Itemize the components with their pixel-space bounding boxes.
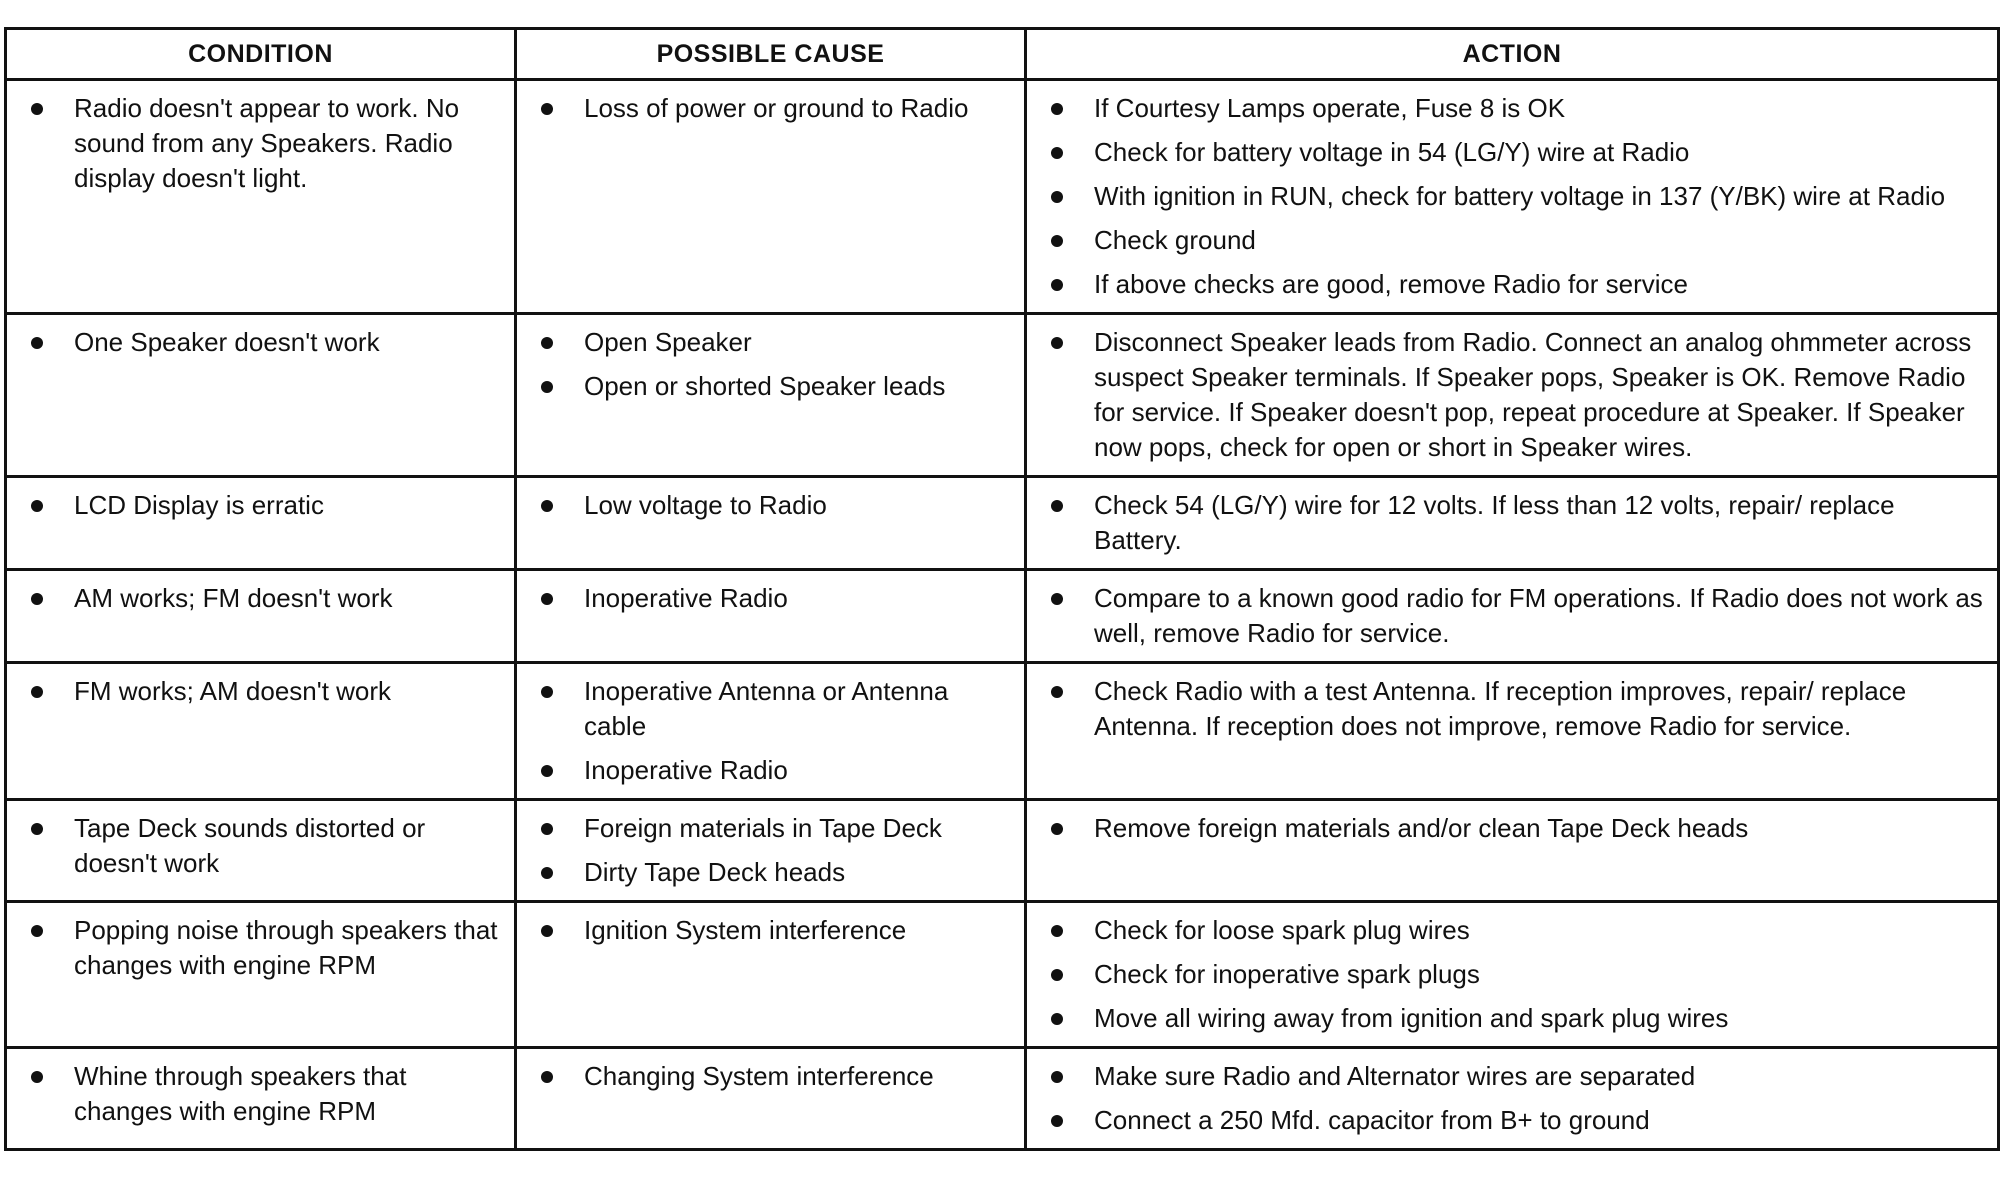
- list-item: [29, 674, 500, 709]
- possible-cause-text: Open or shorted Speaker leads: [584, 371, 946, 401]
- bullet-icon: [541, 867, 553, 879]
- action-list: [1049, 1059, 1983, 1138]
- condition-cell: [6, 80, 516, 314]
- action-list: [1049, 488, 1983, 558]
- possible-cause-text: Loss of power or ground to Radio: [584, 93, 969, 123]
- possible-cause-list: [539, 325, 1010, 404]
- header-possible-cause: POSSIBLE CAUSE: [516, 29, 1026, 80]
- table-row: [6, 800, 1999, 902]
- list-item: [539, 674, 1010, 744]
- table-body: [6, 80, 1999, 1150]
- list-item: [1049, 581, 1983, 651]
- bullet-icon: [31, 337, 43, 349]
- bullet-icon: [1051, 593, 1063, 605]
- diagnosis-table-container: [4, 27, 1997, 1151]
- possible-cause-text: Ignition System interference: [584, 915, 907, 945]
- bullet-icon: [1051, 147, 1063, 159]
- bullet-icon: [541, 381, 553, 393]
- action-text: Disconnect Speaker leads from Radio. Connect an analog ohmmeter across suspect Speaker terminals. If Speaker pops, Speaker is OK. Remove Radio for service. If Speaker doesn't pop, repeat procedure at Speaker. If Speaker now pops, check for open or short in Speaker wires.: [1094, 327, 1972, 462]
- condition-cell: [6, 570, 516, 663]
- table-row: [6, 1048, 1999, 1150]
- possible-cause-list: [539, 581, 1010, 616]
- bullet-icon: [541, 765, 553, 777]
- list-item: [1049, 1001, 1983, 1036]
- bullet-icon: [541, 925, 553, 937]
- action-list: [1049, 581, 1983, 651]
- list-item: [539, 369, 1010, 404]
- bullet-icon: [541, 823, 553, 835]
- list-item: [539, 753, 1010, 788]
- list-item: [29, 91, 500, 196]
- action-list: [1049, 91, 1983, 302]
- bullet-icon: [1051, 925, 1063, 937]
- list-item: [539, 581, 1010, 616]
- condition-cell: [6, 477, 516, 570]
- bullet-icon: [1051, 191, 1063, 203]
- list-item: [539, 488, 1010, 523]
- possible-cause-text: Foreign materials in Tape Deck: [584, 813, 942, 843]
- bullet-icon: [541, 686, 553, 698]
- bullet-icon: [1051, 235, 1063, 247]
- list-item: [29, 913, 500, 983]
- possible-cause-list: [539, 1059, 1010, 1094]
- condition-text: Radio doesn't appear to work. No sound from any Speakers. Radio display doesn't light.: [74, 93, 460, 193]
- list-item: [539, 91, 1010, 126]
- list-item: [1049, 488, 1983, 558]
- bullet-icon: [31, 593, 43, 605]
- bullet-icon: [541, 500, 553, 512]
- condition-list: [29, 581, 500, 616]
- possible-cause-text: Inoperative Radio: [584, 755, 788, 785]
- header-action: ACTION: [1026, 29, 1999, 80]
- action-cell: [1026, 663, 1999, 800]
- bullet-icon: [1051, 1013, 1063, 1025]
- condition-list: [29, 488, 500, 523]
- list-item: [29, 1059, 500, 1129]
- bullet-icon: [1051, 969, 1063, 981]
- condition-cell: [6, 1048, 516, 1150]
- action-cell: [1026, 477, 1999, 570]
- bullet-icon: [541, 1071, 553, 1083]
- bullet-icon: [1051, 1115, 1063, 1127]
- action-text: Move all wiring away from ignition and spark plug wires: [1094, 1003, 1729, 1033]
- list-item: [1049, 135, 1983, 170]
- list-item: [539, 913, 1010, 948]
- list-item: [29, 811, 500, 881]
- bullet-icon: [541, 593, 553, 605]
- possible-cause-list: [539, 91, 1010, 126]
- list-item: [539, 325, 1010, 360]
- condition-list: [29, 1059, 500, 1129]
- possible-cause-cell: [516, 570, 1026, 663]
- condition-text: Popping noise through speakers that changes with engine RPM: [74, 915, 498, 980]
- possible-cause-text: Changing System interference: [584, 1061, 934, 1091]
- bullet-icon: [1051, 500, 1063, 512]
- bullet-icon: [1051, 686, 1063, 698]
- possible-cause-text: Open Speaker: [584, 327, 752, 357]
- condition-list: [29, 811, 500, 881]
- possible-cause-text: Low voltage to Radio: [584, 490, 827, 520]
- possible-cause-cell: [516, 902, 1026, 1048]
- action-cell: [1026, 800, 1999, 902]
- table-row: [6, 314, 1999, 477]
- action-text: With ignition in RUN, check for battery voltage in 137 (Y/BK) wire at Radio: [1094, 181, 1946, 211]
- condition-text: Whine through speakers that changes with engine RPM: [74, 1061, 407, 1126]
- list-item: [539, 1059, 1010, 1094]
- possible-cause-text: Inoperative Antenna or Antenna cable: [584, 676, 949, 741]
- condition-list: [29, 913, 500, 983]
- possible-cause-cell: [516, 314, 1026, 477]
- possible-cause-text: Inoperative Radio: [584, 583, 788, 613]
- bullet-icon: [31, 1071, 43, 1083]
- list-item: [1049, 179, 1983, 214]
- action-text: Check ground: [1094, 225, 1256, 255]
- condition-text: Tape Deck sounds distorted or doesn't work: [74, 813, 426, 878]
- possible-cause-cell: [516, 477, 1026, 570]
- bullet-icon: [1051, 337, 1063, 349]
- radio-diagnosis-table: [4, 27, 2000, 1151]
- possible-cause-cell: [516, 80, 1026, 314]
- list-item: [539, 811, 1010, 846]
- condition-text: AM works; FM doesn't work: [74, 583, 393, 613]
- list-item: [1049, 91, 1983, 126]
- condition-cell: [6, 314, 516, 477]
- list-item: [1049, 913, 1983, 948]
- table-row: [6, 80, 1999, 314]
- possible-cause-list: [539, 674, 1010, 788]
- action-text: Check for loose spark plug wires: [1094, 915, 1470, 945]
- bullet-icon: [541, 103, 553, 115]
- action-text: Check Radio with a test Antenna. If reception improves, repair/ replace Antenna. If reception does not improve, remove Radio for service.: [1094, 676, 1907, 741]
- bullet-icon: [1051, 1071, 1063, 1083]
- action-text: If Courtesy Lamps operate, Fuse 8 is OK: [1094, 93, 1566, 123]
- list-item: [1049, 223, 1983, 258]
- action-text: Check for battery voltage in 54 (LG/Y) wire at Radio: [1094, 137, 1690, 167]
- action-list: [1049, 913, 1983, 1036]
- possible-cause-list: [539, 811, 1010, 890]
- condition-list: [29, 674, 500, 709]
- action-text: Make sure Radio and Alternator wires are separated: [1094, 1061, 1696, 1091]
- condition-list: [29, 325, 500, 360]
- list-item: [1049, 811, 1983, 846]
- bullet-icon: [31, 103, 43, 115]
- condition-text: FM works; AM doesn't work: [74, 676, 392, 706]
- list-item: [1049, 674, 1983, 744]
- possible-cause-cell: [516, 663, 1026, 800]
- table-row: [6, 570, 1999, 663]
- condition-cell: [6, 800, 516, 902]
- possible-cause-cell: [516, 800, 1026, 902]
- list-item: [29, 581, 500, 616]
- list-item: [1049, 957, 1983, 992]
- bullet-icon: [31, 500, 43, 512]
- list-item: [539, 855, 1010, 890]
- bullet-icon: [1051, 103, 1063, 115]
- condition-list: [29, 91, 500, 196]
- possible-cause-cell: [516, 1048, 1026, 1150]
- list-item: [1049, 325, 1983, 465]
- action-text: Remove foreign materials and/or clean Tape Deck heads: [1094, 813, 1749, 843]
- action-list: [1049, 674, 1983, 744]
- condition-cell: [6, 663, 516, 800]
- possible-cause-text: Dirty Tape Deck heads: [584, 857, 846, 887]
- list-item: [29, 325, 500, 360]
- action-cell: [1026, 1048, 1999, 1150]
- list-item: [1049, 1059, 1983, 1094]
- header-condition: CONDITION: [6, 29, 516, 80]
- action-cell: [1026, 902, 1999, 1048]
- action-cell: [1026, 570, 1999, 663]
- action-cell: [1026, 80, 1999, 314]
- list-item: [29, 488, 500, 523]
- bullet-icon: [1051, 279, 1063, 291]
- action-text: Check for inoperative spark plugs: [1094, 959, 1480, 989]
- bullet-icon: [31, 823, 43, 835]
- bullet-icon: [541, 337, 553, 349]
- action-cell: [1026, 314, 1999, 477]
- action-list: [1049, 325, 1983, 465]
- list-item: [1049, 1103, 1983, 1138]
- table-row: [6, 477, 1999, 570]
- action-text: If above checks are good, remove Radio for service: [1094, 269, 1688, 299]
- action-text: Check 54 (LG/Y) wire for 12 volts. If less than 12 volts, repair/ replace Battery.: [1094, 490, 1895, 555]
- header-row: [6, 29, 1999, 80]
- list-item: [1049, 267, 1983, 302]
- condition-cell: [6, 902, 516, 1048]
- bullet-icon: [1051, 823, 1063, 835]
- bullet-icon: [31, 925, 43, 937]
- condition-text: One Speaker doesn't work: [74, 327, 380, 357]
- possible-cause-list: [539, 488, 1010, 523]
- action-list: [1049, 811, 1983, 846]
- action-text: Connect a 250 Mfd. capacitor from B+ to ground: [1094, 1105, 1650, 1135]
- possible-cause-list: [539, 913, 1010, 948]
- condition-text: LCD Display is erratic: [74, 490, 324, 520]
- action-text: Compare to a known good radio for FM operations. If Radio does not work as well, remove Radio for service.: [1094, 583, 1983, 648]
- bullet-icon: [31, 686, 43, 698]
- table-row: [6, 902, 1999, 1048]
- table-row: [6, 663, 1999, 800]
